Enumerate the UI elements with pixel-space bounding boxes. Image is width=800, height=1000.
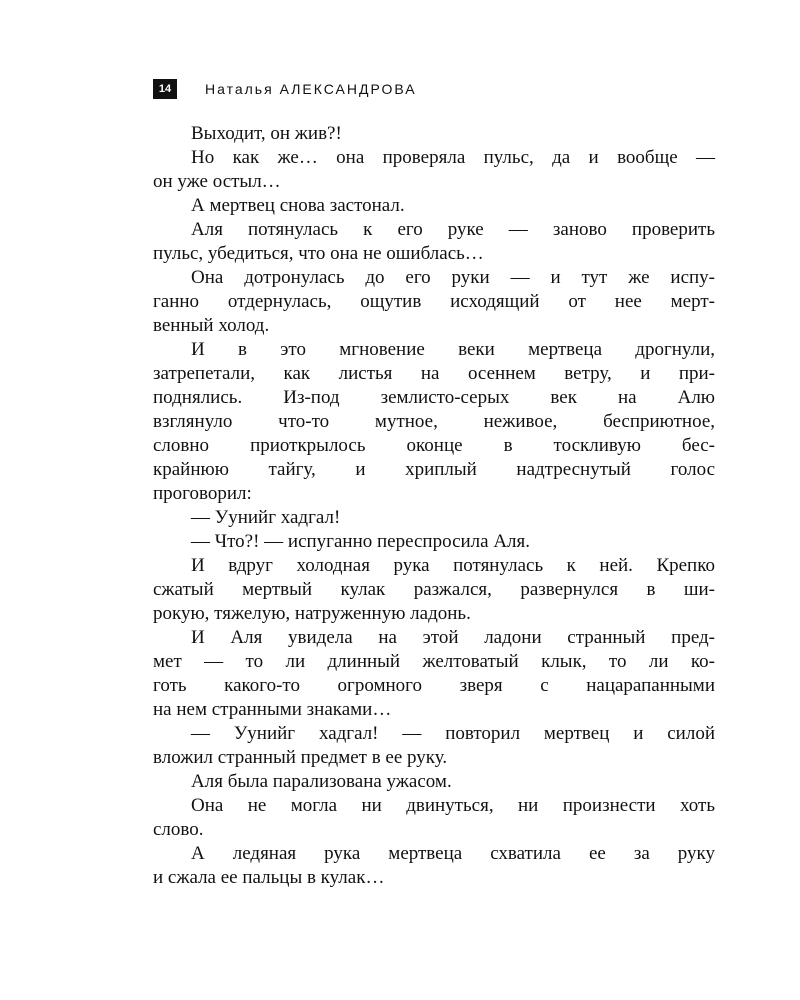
text-line: словно приоткрылось оконце в тоскливую бес- (153, 435, 715, 456)
text-line: И вдруг холодная рука потянулась к ней. Крепко (191, 555, 715, 576)
text-line: готь какого-то огромного зверя с нацарапанными (153, 675, 715, 696)
text-line: сжатый мертвый кулак разжался, развернулся в ши- (153, 579, 715, 600)
text-line: мет — то ли длинный желтоватый клык, то ли ко- (153, 651, 715, 672)
text-line: А ледяная рука мертвеца схватила ее за руку (191, 843, 715, 864)
running-header (153, 78, 417, 100)
text-line: Выходит, он жив?! (191, 123, 342, 144)
text-line: Она дотронулась до его руки — и тут же испу- (191, 267, 715, 288)
text-line: — Уунийг хадгал! (191, 507, 341, 528)
text-line: слово. (153, 819, 204, 840)
text-line: Она не могла ни двинуться, ни произнести хоть (191, 795, 715, 816)
text-line: Аля была парализована ужасом. (191, 771, 452, 792)
text-line: И в это мгновение веки мертвеца дрогнули, (191, 339, 715, 360)
text-line: он уже остыл… (153, 171, 281, 192)
text-line: рокую, тяжелую, натруженную ладонь. (153, 603, 471, 624)
text-line: Но как же… она проверяла пульс, да и вообще — (191, 147, 715, 168)
text-line: и сжала ее пальцы в кулак… (153, 867, 385, 888)
text-line: Аля потянулась к его руке — заново проверить (191, 219, 715, 240)
text-line: взглянуло что-то мутное, неживое, бесприютное, (153, 411, 715, 432)
text-line: — Что?! — испуганно переспросила Аля. (191, 531, 531, 552)
text-line: А мертвец снова застонал. (191, 195, 405, 216)
text-line: затрепетали, как листья на осеннем ветру, и при- (153, 363, 715, 384)
text-line: пульс, убедиться, что она не ошиблась… (153, 243, 484, 264)
text-line: венный холод. (153, 315, 270, 336)
text-line: вложил странный предмет в ее руку. (153, 747, 448, 768)
text-line: ганно отдернулась, ощутив исходящий от нее мерт- (153, 291, 715, 312)
text-line: И Аля увидела на этой ладони странный пред- (191, 627, 715, 648)
text-line: — Уунийг хадгал! — повторил мертвец и силой (191, 723, 715, 744)
text-line: на нем странными знаками… (153, 699, 392, 720)
text-line: проговорил: (153, 483, 252, 504)
text-line: крайнюю тайгу, и хриплый надтреснутый голос (153, 459, 715, 480)
text-line: поднялись. Из-под землисто-серых век на Алю (153, 387, 715, 408)
page-number: 14 (153, 79, 177, 99)
page-body-text (153, 122, 715, 890)
author-name: Наталья АЛЕКСАНДРОВА (205, 81, 417, 97)
